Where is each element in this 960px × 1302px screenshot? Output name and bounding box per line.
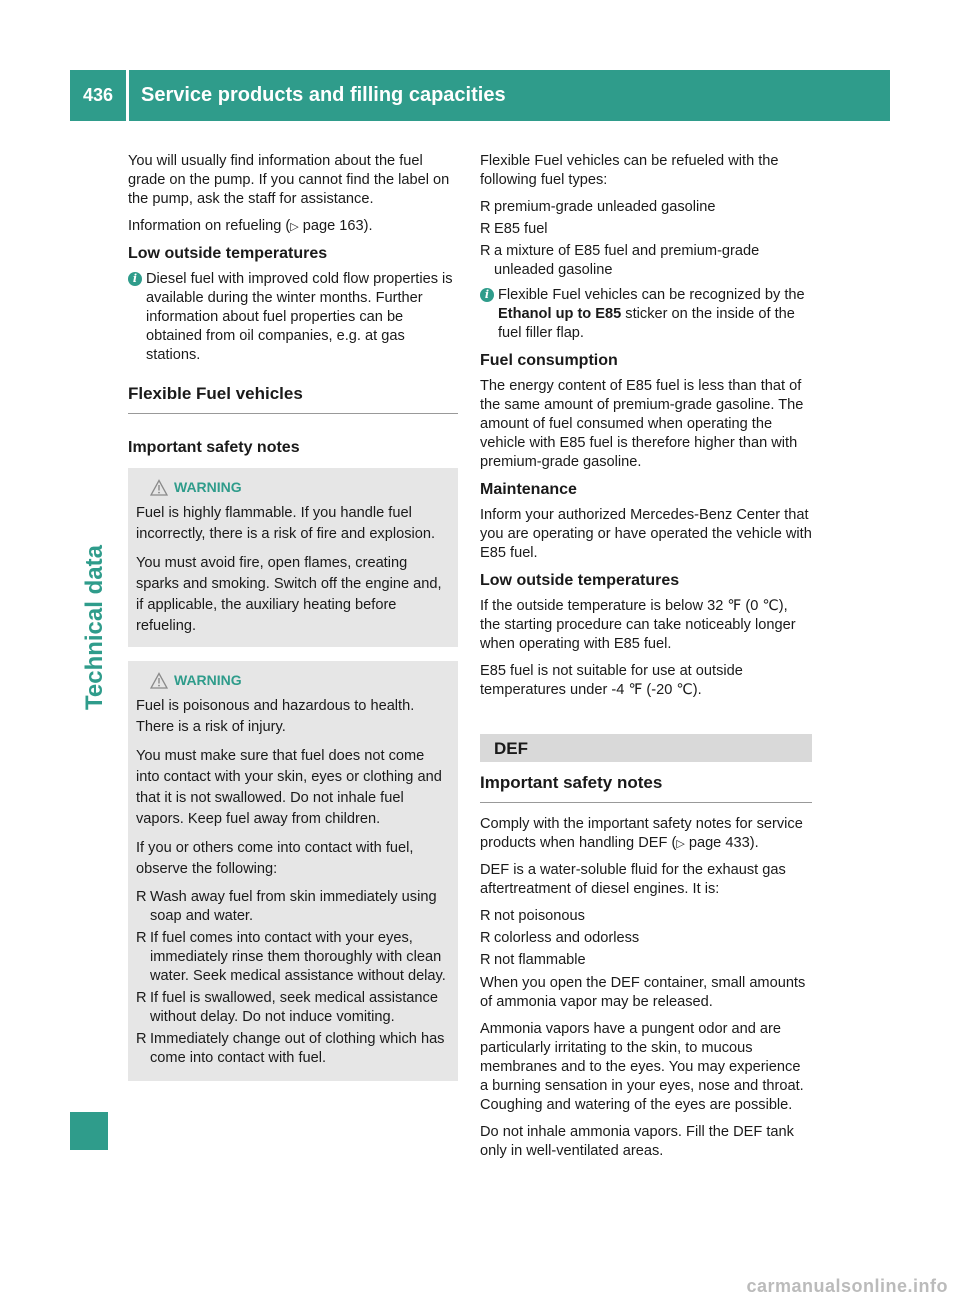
def-description: DEF is a water-soluble fluid for the exhaust gas aftertreatment of diesel engines. It is: xyxy=(480,862,786,897)
warning-box-flammable xyxy=(128,468,458,647)
page-ref-link[interactable]: page 433). xyxy=(684,835,759,851)
low-temp-text: If the outside temperature is below 32 ℉ (0 ℃), the starting procedure can take noticeably longer when operating with E85 fuel. xyxy=(480,598,796,652)
list-item: R colorless and odorless xyxy=(480,930,640,946)
side-label-text: Technical data xyxy=(81,545,108,710)
list-item: R If fuel comes into contact with your eyes, immediately rinse them thoroughly with clean water. Seek medical assistance without delay. xyxy=(136,930,446,984)
list-item: R Wash away fuel from skin immediately using soap and water. xyxy=(136,889,437,924)
info-text: sticker on the inside of the fuel filler flap. xyxy=(498,306,795,341)
first-aid-list xyxy=(136,888,450,1068)
safety-notes-heading: Important safety notes xyxy=(128,439,300,456)
sticker-name: Ethanol up to E85 xyxy=(498,306,622,322)
warning-header xyxy=(150,671,450,690)
watermark: carmanualsonline.info xyxy=(746,1276,948,1296)
ref-prefix: Information on refueling ( xyxy=(128,218,291,234)
warning-triangle-icon xyxy=(150,479,168,497)
page-ref-arrow-icon: ▷ xyxy=(676,837,685,850)
low-temp-heading: Low outside temperatures xyxy=(480,572,680,589)
section-tab-marker xyxy=(70,1112,108,1150)
flex-fuel-section-heading: Flexible Fuel vehicles xyxy=(128,383,458,414)
maintenance-text: Inform your authorized Mercedes-Benz Center that you are operating or have operated the vehicle with E85 fuel. xyxy=(480,507,812,561)
warning-label: WARNING xyxy=(174,672,242,688)
warning-label: WARNING xyxy=(174,479,242,495)
def-text: Ammonia vapors have a pungent odor and are particularly irritating to the skin, to mucous membranes and to the eyes. You may experience a burning sensation in your eyes, nose and throat. Coughing and watering of the eyes are possible. xyxy=(480,1021,804,1113)
list-item: R not flammable xyxy=(480,952,586,968)
def-properties-list xyxy=(480,907,812,970)
low-temp-heading: Low outside temperatures xyxy=(128,245,328,262)
info-icon: i xyxy=(480,288,494,302)
warning-text: Fuel is highly flammable. If you handle fuel incorrectly, there is a risk of fire and explosion. xyxy=(136,505,436,542)
info-icon: i xyxy=(128,272,142,286)
warning-header xyxy=(150,478,450,497)
page-ref-arrow-icon: ▷ xyxy=(290,220,299,233)
maintenance-heading: Maintenance xyxy=(480,481,577,498)
warning-text: You must avoid fire, open flames, creating sparks and smoking. Switch off the engine and, if applicable, the auxiliary heating before refueling. xyxy=(136,555,442,634)
warning-text: Fuel is poisonous and hazardous to health. There is a risk of injury. xyxy=(136,698,415,735)
fuel-consumption-heading: Fuel consumption xyxy=(480,352,618,369)
low-temp-text: E85 fuel is not suitable for use at outside temperatures under -4 ℉ (-20 ℃). xyxy=(480,663,743,698)
section-side-label xyxy=(75,480,115,710)
list-item: R a mixture of E85 fuel and premium-grade unleaded gasoline xyxy=(480,243,760,278)
list-item: R If fuel is swallowed, seek medical assistance without delay. Do not induce vomiting. xyxy=(136,990,438,1025)
def-safety-heading: Important safety notes xyxy=(480,772,812,803)
warning-text: You must make sure that fuel does not come into contact with your skin, eyes or clothing and that it is not swallowed. Do not inhale fuel vapors. Keep fuel away from children. xyxy=(136,748,442,827)
warning-text: If you or others come into contact with fuel, observe the following: xyxy=(136,840,414,877)
list-item: R Immediately change out of clothing which has come into contact with fuel. xyxy=(136,1031,445,1066)
flex-intro: Flexible Fuel vehicles can be refueled with the following fuel types: xyxy=(480,153,779,188)
info-note xyxy=(128,270,458,365)
ref-prefix: Comply with the important safety notes for service products when handling DEF ( xyxy=(480,816,803,851)
list-item: R premium-grade unleaded gasoline xyxy=(480,199,716,215)
page-number: 436 xyxy=(70,70,126,121)
info-text: Flexible Fuel vehicles can be recognized by the xyxy=(498,287,805,303)
page-title: Service products and filling capacities xyxy=(129,70,890,121)
refueling-reference xyxy=(128,217,458,236)
info-note xyxy=(480,286,812,343)
info-text: Diesel fuel with improved cold flow properties is available during the winter months. Further information about fuel properties can be obtained from oil companies, e.g. at gas stations. xyxy=(146,271,453,363)
fuel-types-list xyxy=(480,198,812,280)
def-text: Do not inhale ammonia vapors. Fill the DEF tank only in well-ventilated areas. xyxy=(480,1124,794,1159)
intro-paragraph: You will usually find information about the fuel grade on the pump. If you cannot find the label on the pump, ask the staff for assistance. xyxy=(128,153,450,207)
def-safety-reference xyxy=(480,815,812,853)
def-section-bar: DEF xyxy=(480,734,812,762)
right-column xyxy=(480,152,812,1169)
list-item: R not poisonous xyxy=(480,908,585,924)
def-text: When you open the DEF container, small amounts of ammonia vapor may be released. xyxy=(480,975,806,1010)
left-column xyxy=(128,152,458,1095)
fuel-consumption-text: The energy content of E85 fuel is less than that of the same amount of premium-grade gasoline. The amount of fuel consumed when operating the vehicle with E85 fuel is therefore higher than with premium-grade gasoline. xyxy=(480,378,804,470)
page-ref-link[interactable]: page 163). xyxy=(298,218,373,234)
warning-triangle-icon xyxy=(150,672,168,690)
list-item: R E85 fuel xyxy=(480,221,548,237)
warning-box-poisonous xyxy=(128,661,458,1081)
